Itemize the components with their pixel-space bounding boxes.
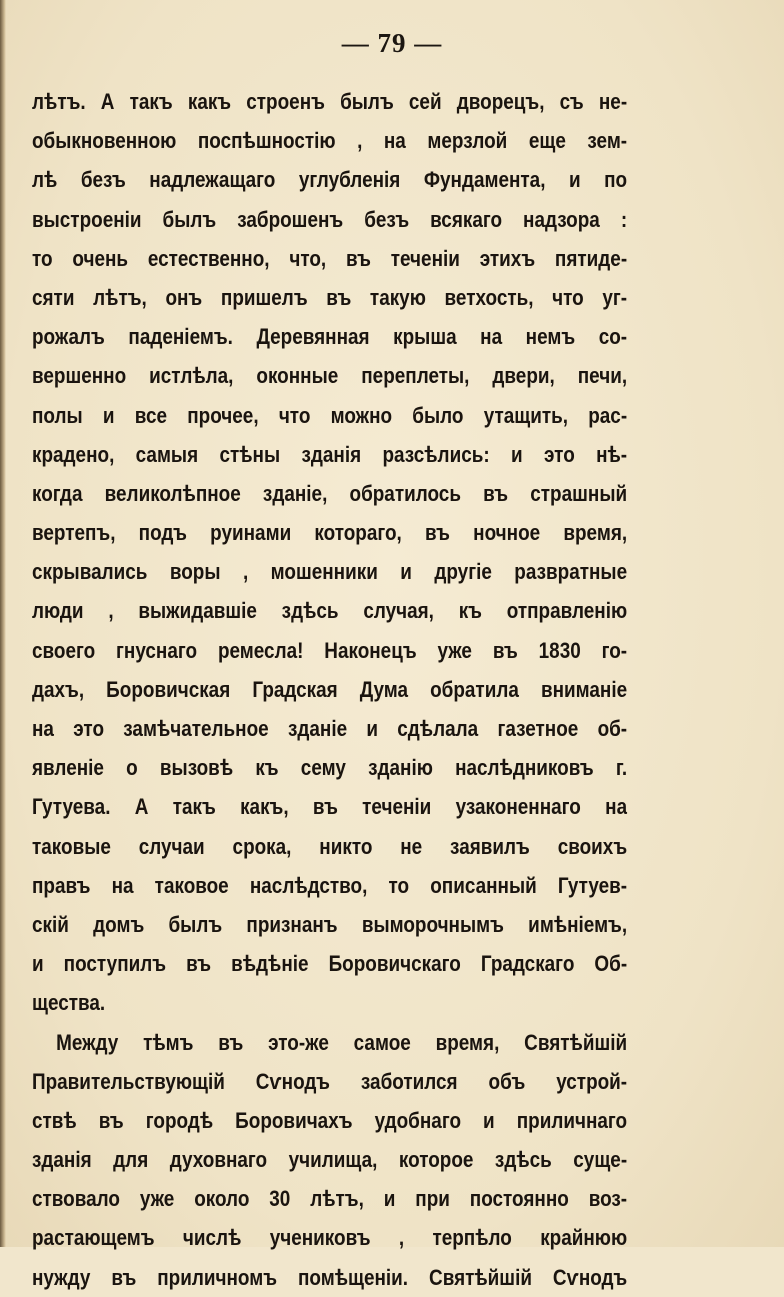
text-line: лѣ безъ надлежащаго углубленія Фундамента, и по (32, 167, 628, 193)
text-line: полы и все прочее, что можно было утащить, рас- (32, 402, 628, 428)
text-line: зданія для духовнаго училища, которое здѣсь суще- (32, 1147, 628, 1173)
text-line: Между тѣмъ въ это-же самое время, Святѣйшій (56, 1029, 628, 1055)
text-line: на это замѣчательное зданіе и сдѣлала газетное об- (32, 716, 628, 741)
text-line: вершенно истлѣла, оконные переплеты, двери, печи, (32, 363, 628, 389)
text-line: то очень естественно, что, въ теченіи этихъ пятиде- (32, 245, 628, 271)
text-line: Гутуева. А такъ какъ, въ теченіи узаконеннаго на (32, 794, 628, 820)
text-line: сяти лѣтъ, онъ пришелъ въ такую ветхость, что уг- (32, 284, 628, 310)
text-line: люди , выжидавшіе здѣсь случая, къ отправленію (32, 598, 628, 624)
page-spine-edge (0, 0, 6, 1247)
text-line: скрывались воры , мошенники и другіе развратные (32, 559, 628, 585)
text-line: щества. (32, 990, 106, 1016)
text-line: ствовало уже около 30 лѣтъ, и при постоянно воз- (32, 1186, 628, 1212)
text-line: Правительствующій Сѵнодъ заботился объ устрой- (32, 1068, 628, 1094)
text-line: и поступилъ въ вѣдѣніе Боровичскаго Градскаго Об- (32, 951, 628, 977)
text-line: нужду въ приличномъ помѣщеніи. Святѣйшій Сѵнодъ (32, 1264, 628, 1290)
text-line: вертепъ, подъ руинами котораго, въ ночное время, (32, 520, 628, 546)
text-line: рожалъ паденіемъ. Деревянная крыша на немъ со- (32, 324, 628, 350)
text-line: обыкновенною поспѣшностію , на мерзлой еще зем- (32, 128, 628, 154)
page-number: — 79 — (341, 28, 443, 58)
text-line: дахъ, Боровичская Градская Дума обратила вниманіе (32, 676, 628, 702)
text-line: крадено, самыя стѣны зданія разсѣлись: и это нѣ- (32, 441, 628, 467)
text-line: растающемъ числѣ учениковъ , терпѣло крайнюю (32, 1225, 628, 1251)
text-line: скій домъ былъ признанъ выморочнымъ имѣніемъ, (32, 911, 628, 937)
body-text (32, 82, 627, 1297)
text-line: таковые случаи срока, никто не заявилъ своихъ (32, 833, 628, 859)
text-line: правъ на таковое наслѣдство, то описанный Гутуев- (32, 872, 628, 898)
text-line: лѣтъ. А такъ какъ строенъ былъ сей дворецъ, съ не- (32, 89, 628, 114)
text-line: когда великолѣпное зданіе, обратилось въ страшный (32, 480, 628, 506)
text-line: своего гнуснаго ремесла! Наконецъ уже въ 1830 го- (32, 637, 628, 663)
text-line: ствѣ въ городѣ Боровичахъ удобнаго и приличнаго (32, 1107, 628, 1133)
text-line: явленіе о вызовѣ къ сему зданію наслѣдниковъ г. (32, 755, 628, 781)
text-line: выстроеніи былъ заброшенъ безъ всякаго надзора : (32, 206, 628, 232)
